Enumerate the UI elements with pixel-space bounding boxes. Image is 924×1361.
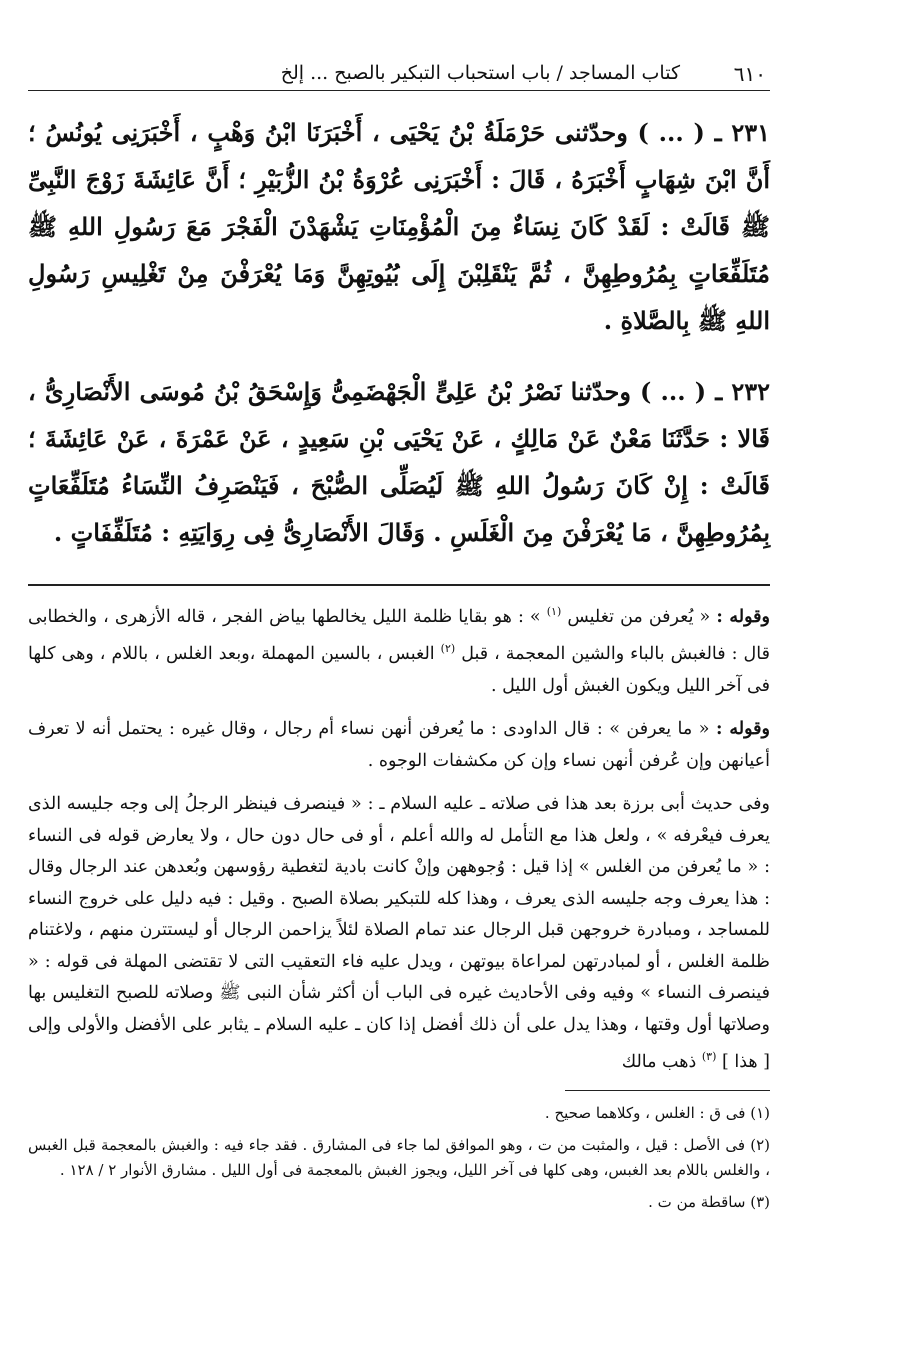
hadith-232	[28, 368, 770, 556]
footnote-divider	[565, 1090, 770, 1091]
quoted-phrase: « يُعرفن من تغليس	[567, 606, 711, 627]
commentary-text: ذهب مالك	[621, 1051, 697, 1072]
hadith-231	[28, 109, 770, 344]
book-page	[28, 50, 770, 1340]
commentary-text: « ما يعرفن » : قال الداودى : ما يُعرفن أنهن نساء أم رجال ، وقال غيره : يحتمل أنه لا تعرف أعيانهن وإن عُرفن أنهن نساء وإن كن مكشفات الوجوه .	[28, 719, 770, 771]
commentary	[28, 596, 770, 1078]
commentary-text: وفى حديث أبى برزة بعد هذا فى صلاته ـ عليه السلام ـ : « فينصرف فينظر الرجلُ إلى وجه جليسه الذى يعرف فيعْرفه » ، ولعل هذا مع التأمل له والله أعلم ، أو فى حال دون حال ، ولا يعارض قوله فى النساء : « ما يُعرفن من الغلس » إذا قيل : وُجوههن وإنْ كانت بادية لتغطية رؤوسهن وبُعدهن عند الرجال وقال : هذا يعرف وجه جليسه الذى يعرف ، وهذا كله للتبكير بصلاة الصبح . وقيل : فيه دليل على خروج النساء للمساجد ، ومبادرة خروجهن قبل الرجال عند تمام الصلاة لئلاً يزاحمن الرجال أو ليستترن منهم ، ولاغتنام ظلمة الغلس ، أو لمبادرتهن لمراعاة بيوتهن ، ويدل عليه فاء التعقيب التى لا تقتضى المهلة فى قوله : « فينصرف النساء » وفيه وفى الأحاديث غيره فى الباب أن أكثر شأن النبى ﷺ وصلاته للصبح التغليس بها وصلاتها أول وقتها ، وهذا يدل على أن ذلك أفضل إذا كان ـ عليه السلام ـ يثابر على الأفضل والأولى وإلى [ هذا ]	[28, 794, 770, 1072]
footnote-3: (٣) ساقطة من ت .	[648, 1192, 770, 1211]
commentary-paragraph	[28, 596, 770, 702]
commentary-text: الغبس ، بالسين المهملة ،وبعد الغلس ، باللام ، وهى كلها فى آخر الليل ويكون الغبش أول الليل .	[28, 644, 770, 696]
footnote-ref: (١)	[546, 605, 562, 618]
main-divider	[28, 584, 770, 586]
footnote-1: (١) فى ق : الغلس ، وكلاهما صحيح .	[544, 1104, 770, 1123]
footnote-ref: (٣)	[701, 1050, 717, 1064]
page-number: ٦١٠	[733, 62, 766, 86]
commentary-paragraph	[28, 714, 770, 777]
commentary-lead: وقوله :	[716, 606, 770, 627]
commentary-text: » : هو بقايا ظلمة الليل يخالطها بياض الفجر ، قاله الأزهرى ، والخطابى قال : فالغبش بالباء والشين المعجمة ، قبل	[28, 606, 770, 665]
hadith-text: ( ... ) وحدّثنا نَصْرُ بْنُ عَلِىٍّ الْجَهْضَمِىُّ وَإِسْحَقُ بْنُ مُوسَى الأَنْصَارِىُّ ، قَالا : حَدَّثَنَا مَعْنٌ عَنْ مَالِكٍ ، عَنْ يَحْيَى بْنِ سَعِيدٍ ، عَنْ عَمْرَةَ ، عَنْ عَائِشَةَ ؛ قَالَتْ : إِنْ كَانَ رَسُولُ اللهِ ﷺ لَيُصَلِّى الصُّبْحَ ، فَيَنْصَرِفُ النِّسَاءُ مُتَلَفِّعَاتٍ بِمُرُوطِهِنَّ ، مَا يُعْرَفْنَ مِنَ الْغَلَسِ . وَقَالَ الأَنْصَارِىُّ فِى رِوَايَتِهِ : مُتَلَفِّفَاتٍ .	[28, 377, 770, 547]
hadith-number: ٢٣١ ـ	[714, 118, 771, 147]
page-header	[28, 50, 770, 91]
commentary-lead: وقوله :	[715, 719, 770, 740]
commentary-paragraph	[28, 789, 770, 1078]
hadith-number: ٢٣٢ ـ	[715, 377, 771, 406]
running-title: كتاب المساجد / باب استحباب التبكير بالصبح ... إلخ	[280, 62, 680, 84]
footnote-2: (٢) فى الأصل : قيل ، والمثبت من ت ، وهو الموافق لما جاء فى المشارق . فقد جاء فيه : والغبش بالمعجمة قبل الغبس ، والغلس باللام بعد الغبس، وهى كلها فى آخر الليل، ويجوز الغبش بالمعجمة فى أول الليل . مشارق الأنوار ٢ / ١٢٨ .	[28, 1135, 770, 1180]
footnote-ref: (٢)	[440, 642, 456, 656]
hadith-text: ( ... ) وحدّثنى حَرْمَلَةُ بْنُ يَحْيَى ، أَخْبَرَنَا ابْنُ وَهْبٍ ، أَخْبَرَنِى يُونُسُ ؛ أَنَّ ابْنَ شِهَابٍ أَخْبَرَهُ ، قَالَ : أَخْبَرَنِى عُرْوَةُ بْنُ الزُّبَيْرِ ؛ أَنَّ عَائِشَةَ زَوْجَ النَّبِىِّ ﷺ قَالَتْ : لَقَدْ كَانَ نِسَاءٌ مِنَ الْمُؤْمِنَاتِ يَشْهَدْنَ الْفَجْرَ مَعَ رَسُولِ اللهِ ﷺ مُتَلَفِّعَاتٍ بِمُرُوطِهِنَّ ، ثُمَّ يَنْقَلِبْنَ إِلَى بُيُوتِهِنَّ وَمَا يُعْرَفْنَ مِنْ تَغْلِيسِ رَسُولِ اللهِ ﷺ بِالصَّلاةِ .	[28, 118, 770, 335]
footnotes	[28, 1101, 770, 1215]
